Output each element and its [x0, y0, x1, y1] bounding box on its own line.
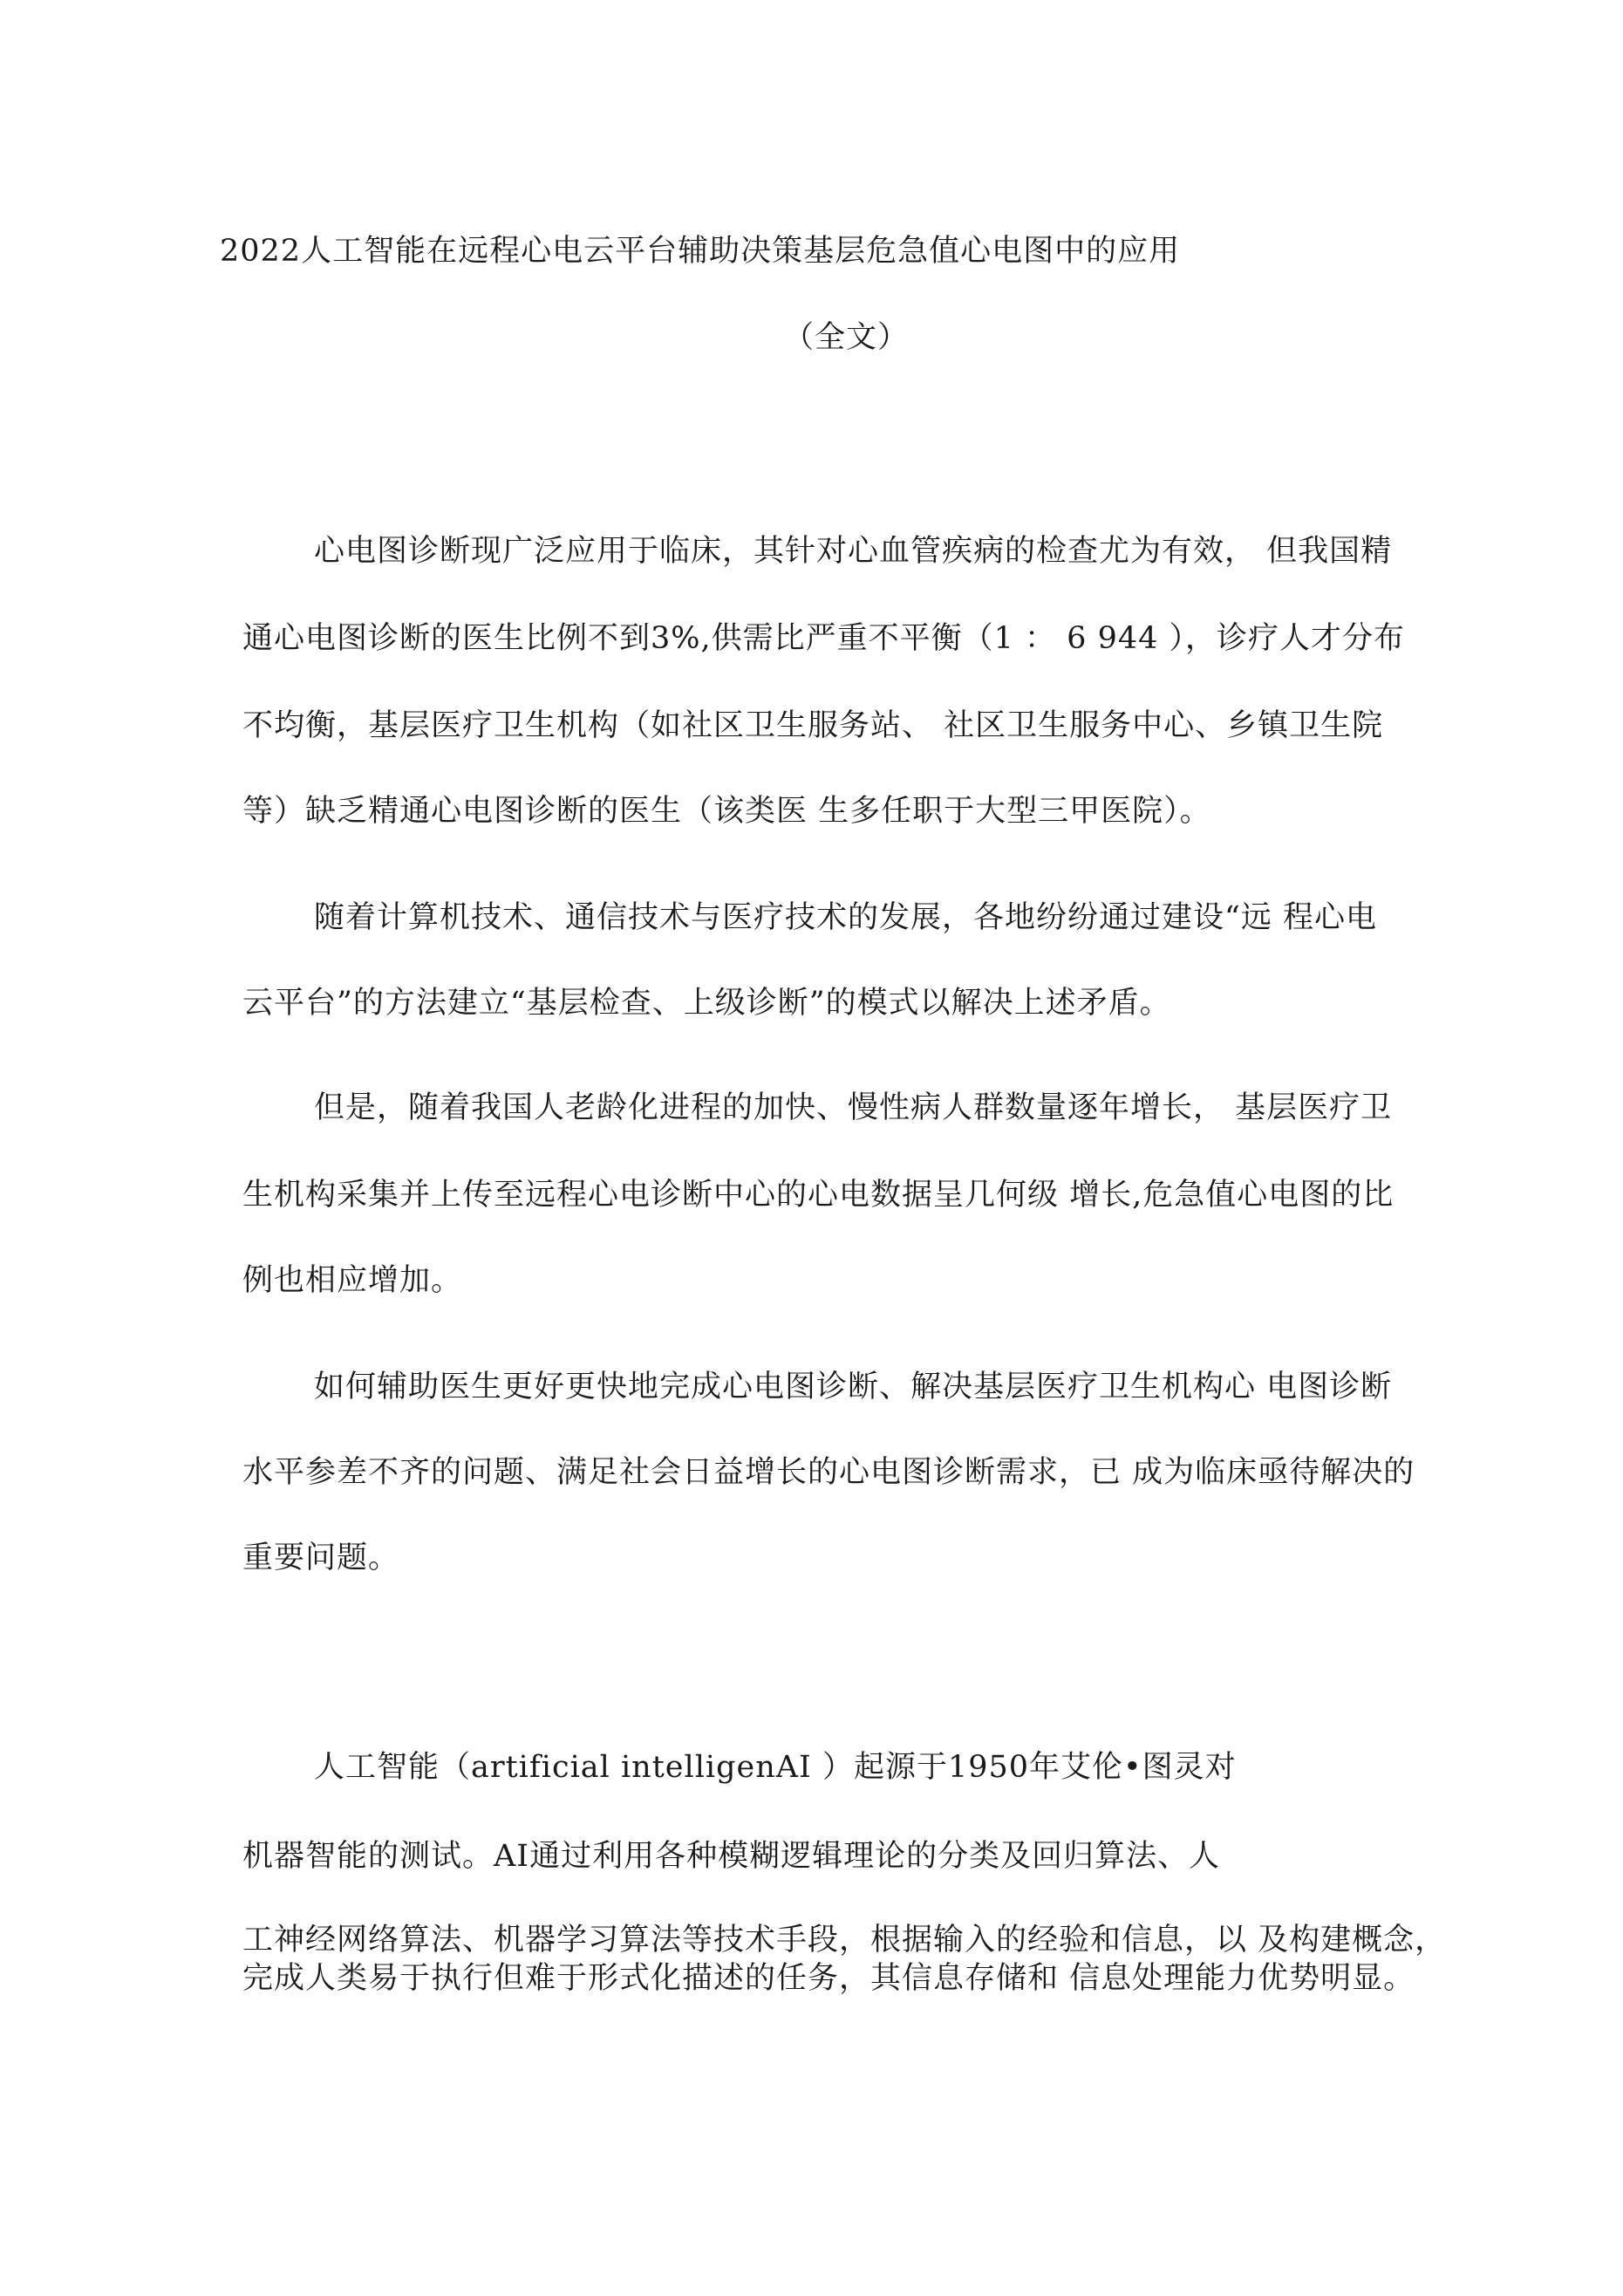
paragraph-1-line-2: 通心电图诊断的医生比例不到3%,供需比严重不平衡（1 ： 6 944 ），诊疗人才分布	[242, 621, 1405, 656]
paragraph-2-line-1: 随着计算机技术、通信技术与医疗技术的发展，各地纷纷通过建设“远 程心电	[314, 900, 1378, 935]
paragraph-2-line-2: 云平台”的方法建立“基层检查、上级诊断”的模式以解决上述矛盾。	[242, 986, 1171, 1021]
paragraph-3-line-1: 但是，随着我国人老龄化进程的加快、慢性病人群数量逐年增长， 基层医疗卫	[314, 1090, 1393, 1125]
paragraph-3-line-3: 例也相应增加。	[242, 1263, 463, 1298]
paragraph-1-line-4: 等）缺乏精通心电图诊断的医生（该类医 生多任职于大型三甲医院）。	[242, 794, 1211, 829]
paragraph-4-line-2: 水平参差不齐的问题、满足社会日益增长的心电图诊断需求，已 成为临床亟待解决的	[242, 1455, 1415, 1490]
paragraph-1-line-1: 心电图诊断现广泛应用于临床，其针对心血管疾病的检查尤为有效， 但我国精	[314, 534, 1393, 569]
paragraph-5-continuation: 工神经网络算法、机器学习算法等技术手段，根据输入的经验和信息，以 及构建概念，完成人类易于执行但难于形式化描述的任务，其信息存储和 信息处理能力优势明显。	[242, 1923, 1447, 1996]
paragraph-3-line-2: 生机构采集并上传至远程心电诊断中心的心电数据呈几何级 增长,危急值心电图的比	[242, 1178, 1395, 1213]
paragraph-4-line-3: 重要问题。	[242, 1541, 400, 1575]
paragraph-4-line-1: 如何辅助医生更好更快地完成心电图诊断、解决基层医疗卫生机构心 电图诊断	[314, 1370, 1393, 1404]
paragraph-5-line-1: 人工智能（artificial intelligenAI ）起源于1950年艾伦•图灵对	[314, 1750, 1237, 1785]
document-title: 2022人工智能在远程心电云平台辅助决策基层危急值心电图中的应用	[220, 234, 1181, 269]
document-subtitle: （全文）	[783, 320, 910, 355]
paragraph-5-line-2: 机器智能的测试。AI通过利用各种模糊逻辑理论的分类及回归算法、人	[242, 1839, 1221, 1874]
paragraph-1-line-3: 不均衡，基层医疗卫生机构（如社区卫生服务站、 社区卫生服务中心、乡镇卫生院	[242, 708, 1384, 743]
